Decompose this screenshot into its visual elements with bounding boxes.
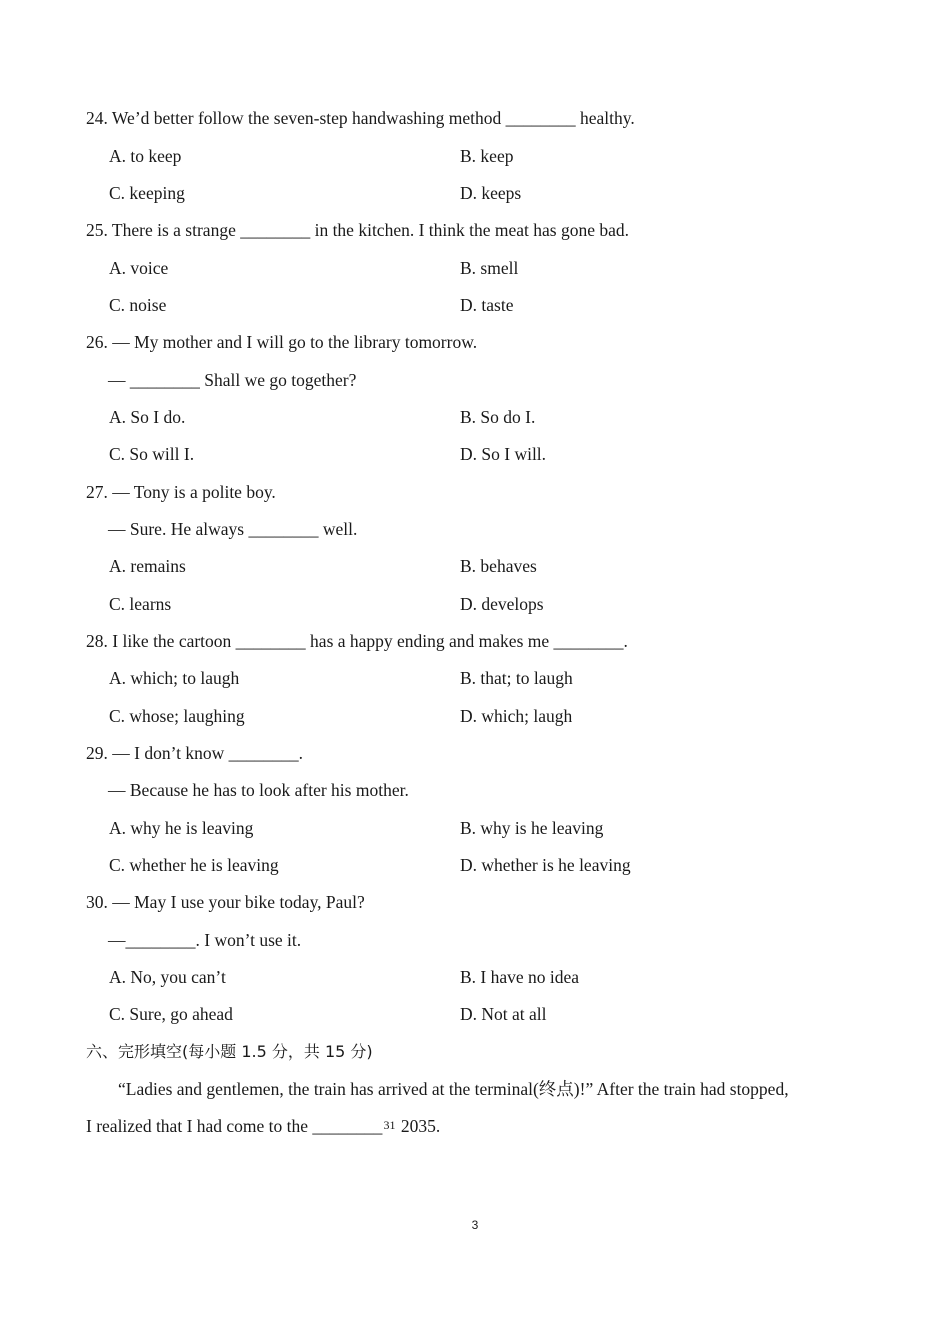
q27-option-a: A. remains: [109, 556, 186, 576]
q30-option-d: D. Not at all: [460, 1004, 547, 1024]
question-29-reply: — Because he has to look after his mother.: [108, 780, 409, 800]
q29-option-b: B. why is he leaving: [460, 818, 604, 838]
section-heading: 六、完形填空(每小题 1.5 分，共 15 分): [86, 1042, 373, 1061]
q27-option-d: D. develops: [460, 594, 544, 614]
question-25-stem: 25. There is a strange ________ in the kitchen. I think the meat has gone bad.: [86, 220, 630, 240]
blank-number: 31: [383, 1118, 396, 1132]
q29-option-a: A. why he is leaving: [109, 818, 254, 838]
cloze-text-after-blank: 2035.: [396, 1116, 441, 1136]
q24-option-a: A. to keep: [109, 146, 182, 166]
question-30-stem: 30. — May I use your bike today, Paul?: [86, 892, 365, 912]
q26-option-d: D. So I will.: [460, 444, 547, 464]
q29-option-d: D. whether is he leaving: [460, 855, 631, 875]
page-number: 3: [471, 1218, 479, 1232]
q30-option-b: B. I have no idea: [460, 967, 580, 987]
q26-option-c: C. So will I.: [109, 444, 195, 464]
q28-option-d: D. which; laugh: [460, 706, 573, 726]
q28-option-c: C. whose; laughing: [109, 706, 245, 726]
q24-option-b: B. keep: [460, 146, 514, 166]
question-30-reply: —________. I won’t use it.: [108, 930, 302, 950]
q25-option-b: B. smell: [460, 258, 519, 278]
q24-option-d: D. keeps: [460, 183, 522, 203]
q28-option-a: A. which; to laugh: [109, 668, 240, 688]
cloze-paragraph-line-2: [86, 1116, 440, 1138]
cloze-text-before-blank: I realized that I had come to the ________: [86, 1116, 383, 1136]
q30-option-a: A. No, you can’t: [109, 967, 226, 987]
question-26-reply: — ________ Shall we go together?: [108, 370, 357, 390]
q27-option-b: B. behaves: [460, 556, 537, 576]
question-27-reply: — Sure. He always ________ well.: [108, 519, 358, 539]
q25-option-d: D. taste: [460, 295, 514, 315]
q24-option-c: C. keeping: [109, 183, 185, 203]
q29-option-c: C. whether he is leaving: [109, 855, 279, 875]
question-27-stem: 27. — Tony is a polite boy.: [86, 482, 276, 502]
q30-option-c: C. Sure, go ahead: [109, 1004, 233, 1024]
question-24-stem: 24. We’d better follow the seven-step handwashing method ________ healthy.: [86, 108, 635, 128]
q27-option-c: C. learns: [109, 594, 172, 614]
question-29-stem: 29. — I don’t know ________.: [86, 743, 303, 763]
cloze-paragraph-line-1: “Ladies and gentlemen, the train has arrived at the terminal(终点)!” After the train had stopped,: [118, 1079, 789, 1099]
q26-option-b: B. So do I.: [460, 407, 536, 427]
q25-option-a: A. voice: [109, 258, 169, 278]
q25-option-c: C. noise: [109, 295, 167, 315]
question-26-stem: 26. — My mother and I will go to the library tomorrow.: [86, 332, 478, 352]
question-28-stem: 28. I like the cartoon ________ has a happy ending and makes me ________.: [86, 631, 628, 651]
q28-option-b: B. that; to laugh: [460, 668, 573, 688]
q26-option-a: A. So I do.: [109, 407, 186, 427]
